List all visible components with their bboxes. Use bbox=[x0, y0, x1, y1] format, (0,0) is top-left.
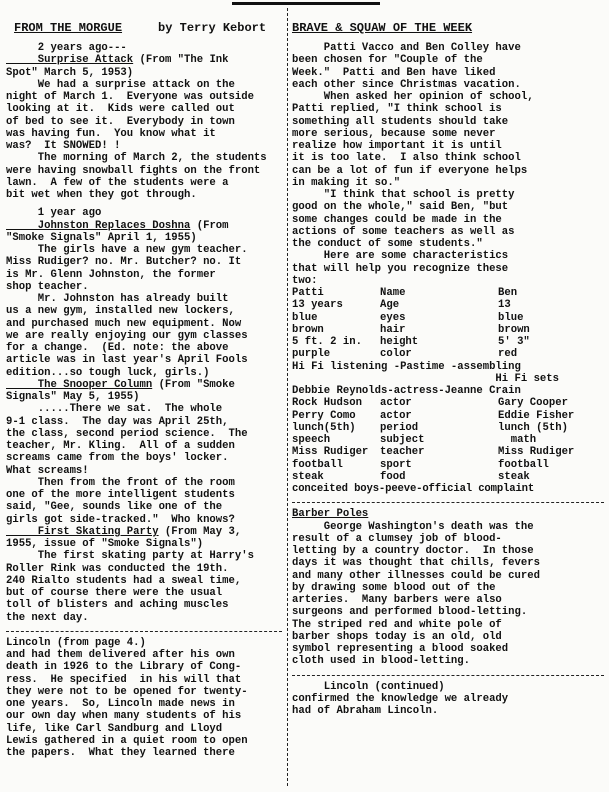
line-text: was having fun. You know what it bbox=[6, 127, 216, 140]
trait-cell: steak bbox=[498, 470, 530, 483]
traits-table bbox=[292, 287, 604, 361]
trait-cell: 5 ft. 2 in. bbox=[292, 336, 362, 348]
text-line bbox=[6, 391, 282, 403]
text-line bbox=[6, 550, 282, 562]
text-line bbox=[6, 477, 282, 489]
line-text: (From bbox=[190, 219, 229, 232]
byline: by Terry Kebort bbox=[158, 21, 267, 35]
text-line bbox=[6, 140, 282, 152]
line-text: 2 years ago--- bbox=[6, 42, 127, 54]
trait-cell: lunch (5th) bbox=[498, 421, 568, 434]
text-line bbox=[6, 489, 282, 501]
text-line bbox=[6, 501, 282, 513]
morgue-article bbox=[6, 42, 282, 624]
trait-cell: height bbox=[380, 336, 419, 348]
line-text: the next day. bbox=[6, 611, 89, 624]
brave-squaw-title: BRAVE & SQUAW OF THE WEEK bbox=[292, 21, 473, 35]
text-line: Lincoln (from page 4.) bbox=[6, 636, 146, 649]
text-line: death in 1926 to the Library of Cong- bbox=[6, 661, 242, 674]
line-text: said, "Gee, sounds like one of the bbox=[6, 501, 223, 514]
trait-cell: math bbox=[498, 434, 537, 446]
text-line: Lewis gathered in a quiet room to open bbox=[6, 734, 248, 747]
trait-cell: red bbox=[498, 348, 518, 361]
brave-squaw-header bbox=[292, 21, 472, 35]
trait-cell: brown bbox=[498, 323, 530, 336]
text-line bbox=[6, 318, 282, 330]
trait-cell: 13 bbox=[498, 299, 511, 312]
line-text: Miss Rudiger? no. Mr. Butcher? no. It bbox=[6, 256, 242, 269]
line-text: we are really enjoying our gym classes bbox=[6, 329, 248, 342]
text-line: "I think that school is pretty bbox=[292, 189, 515, 201]
line-text: Roller Rink was conducted the 19th. bbox=[6, 562, 229, 575]
text-line: the papers. What they learned there bbox=[6, 747, 235, 759]
lincoln-article bbox=[6, 637, 282, 760]
text-line: some changes could be made in the bbox=[292, 213, 502, 226]
text-line bbox=[6, 79, 282, 91]
text-line bbox=[6, 128, 282, 140]
trait-cell: Ben bbox=[498, 287, 518, 299]
text-line: realize how important it is until bbox=[292, 140, 502, 152]
trait-cell: actor bbox=[380, 409, 412, 422]
trait-cell: Name bbox=[380, 287, 406, 299]
trait-cell: 13 years bbox=[292, 299, 343, 312]
line-text: lawn. A few of the students were a bbox=[6, 176, 229, 189]
line-text: (From "The Ink bbox=[133, 54, 229, 67]
line-text: and purchased much new equipment. Now bbox=[6, 317, 242, 330]
line-text: The morning of March 2, the students bbox=[6, 152, 267, 165]
line-text: "Smoke Signals" April 1, 1955) bbox=[6, 231, 197, 244]
line-text: were having snowball fights on the front bbox=[6, 164, 261, 177]
trait-cell: Rock Hudson bbox=[292, 397, 362, 410]
text-line: our own day when many students of his bbox=[6, 710, 242, 723]
text-line: good on the whole," said Ben, "but bbox=[292, 201, 509, 214]
text-line bbox=[6, 403, 282, 415]
text-line: something all students should take bbox=[292, 115, 509, 128]
text-line: cloth used in blood-letting. bbox=[292, 655, 471, 668]
text-line: by drawing some blood out of the bbox=[292, 581, 496, 594]
trait-cell: teacher bbox=[380, 446, 425, 459]
traits-table-2 bbox=[292, 397, 604, 483]
trait-cell: sport bbox=[380, 458, 412, 471]
text-line: arteries. Many barbers were also bbox=[292, 594, 502, 606]
text-line: in making it so." bbox=[292, 176, 401, 189]
trait-cell: subject bbox=[380, 434, 425, 446]
trait-cell: football bbox=[292, 458, 343, 471]
text-line: surgeons and performed blood-letting. bbox=[292, 606, 528, 619]
trait-cell: food bbox=[380, 470, 406, 483]
trait-cell: color bbox=[380, 348, 412, 361]
text-line: the conduct of some students." bbox=[292, 238, 483, 250]
line-text: What screams! bbox=[6, 464, 89, 477]
text-line: been chosen for "Couple of the bbox=[292, 54, 483, 67]
text-line: life, like Carl Sandburg and Lloyd bbox=[6, 722, 223, 735]
text-line bbox=[6, 269, 282, 281]
text-line bbox=[6, 116, 282, 128]
text-line bbox=[6, 189, 282, 201]
text-line: George Washington's death was the bbox=[292, 520, 534, 533]
text-line bbox=[6, 379, 282, 391]
line-text: toll of blisters and aching muscles bbox=[6, 599, 229, 612]
line-text: one of the more intelligent students bbox=[6, 489, 235, 501]
text-line bbox=[6, 465, 282, 477]
text-line bbox=[6, 575, 282, 587]
text-line bbox=[6, 330, 282, 342]
trait-cell: purple bbox=[292, 348, 331, 361]
trait-cell: blue bbox=[292, 311, 318, 324]
peeve-line: conceited boys-peeve-official complaint bbox=[292, 483, 535, 495]
couple-article bbox=[292, 42, 604, 287]
text-line: Week." Patti and Ben have liked bbox=[292, 66, 496, 79]
text-line: that will help you recognize these bbox=[292, 262, 509, 275]
line-text: We had a surprise attack on the bbox=[6, 78, 235, 91]
trait-cell: blue bbox=[498, 311, 524, 324]
text-line bbox=[6, 165, 282, 177]
text-line: actions of some teachers as well as bbox=[292, 225, 515, 238]
right-column bbox=[292, 42, 604, 717]
line-text: 240 Rialto students had a sweal time, bbox=[6, 574, 242, 587]
barber-title: Barber Poles bbox=[292, 508, 369, 521]
line-text: Spot" March 5, 1953) bbox=[6, 66, 134, 79]
line-text: us a new gym, installed new lockers, bbox=[6, 305, 235, 318]
text-line: and many other illnesses could be cured bbox=[292, 569, 540, 582]
line-text: of bed to see it. Everybody in town bbox=[6, 115, 235, 128]
text-line: ress. He specified in his will that bbox=[6, 673, 242, 686]
text-line: Patti Vacco and Ben Colley have bbox=[292, 42, 521, 54]
text-line bbox=[6, 514, 282, 526]
lincoln-cont-article bbox=[292, 693, 604, 718]
line-text: was? It SNOWED! ! bbox=[6, 140, 121, 152]
subheading: Johnston Replaces Doshna bbox=[6, 219, 191, 232]
text-line bbox=[6, 452, 282, 464]
text-line bbox=[6, 244, 282, 256]
morgue-title: FROM THE MORGUE bbox=[14, 21, 123, 35]
text-line bbox=[6, 563, 282, 575]
text-line: each other since Christmas vacation. bbox=[292, 78, 521, 91]
trait-cell: Perry Como bbox=[292, 409, 356, 422]
text-line bbox=[6, 256, 282, 268]
trait-cell: 5' 3" bbox=[498, 336, 530, 348]
text-line: they were not to be opened for twenty- bbox=[6, 685, 248, 698]
text-line bbox=[6, 207, 282, 219]
line-text: The girls have a new gym teacher. bbox=[6, 244, 248, 256]
line-text: Signals" May 5, 1955) bbox=[6, 391, 140, 403]
line-text: is Mr. Glenn Johnston, the former bbox=[6, 268, 216, 281]
text-line bbox=[6, 91, 282, 103]
text-line bbox=[6, 232, 282, 244]
text-line bbox=[6, 152, 282, 164]
line-text: bit wet when they got through. bbox=[6, 189, 197, 201]
trait-cell: lunch(5th) bbox=[292, 421, 356, 434]
section-divider bbox=[292, 502, 604, 503]
text-line bbox=[6, 416, 282, 428]
line-text: Then from the front of the room bbox=[6, 476, 235, 489]
text-line bbox=[6, 305, 282, 317]
line-text: but of course there were the usual bbox=[6, 587, 223, 599]
line-text: The first skating party at Harry's bbox=[6, 550, 254, 563]
text-line bbox=[6, 354, 282, 366]
hobby-line: Hi Fi listening -Pastime -assembling bbox=[292, 360, 521, 373]
line-text: for a change. (Ed. note: the above bbox=[6, 342, 229, 354]
subheading: First Skating Party bbox=[6, 525, 159, 538]
text-line bbox=[6, 67, 282, 79]
morgue-header bbox=[14, 21, 266, 35]
text-line bbox=[6, 599, 282, 611]
left-column bbox=[6, 42, 282, 759]
text-line bbox=[6, 612, 282, 624]
line-text: (From "Smoke bbox=[152, 378, 235, 391]
line-text: Mr. Johnston has already built bbox=[6, 293, 229, 305]
trait-cell: Eddie Fisher bbox=[498, 409, 575, 422]
line-text: 9-1 class. The day was April 25th, bbox=[6, 415, 229, 428]
text-line: letting by a country doctor. In those bbox=[292, 545, 534, 557]
text-line bbox=[6, 342, 282, 354]
text-line: one years. So, Lincoln made news in bbox=[6, 698, 235, 710]
text-line bbox=[6, 177, 282, 189]
line-text: girls got side-tracked." Who knows? bbox=[6, 513, 235, 526]
lincoln-cont-title: Lincoln (continued) bbox=[292, 680, 445, 693]
trait-cell: football bbox=[498, 458, 549, 471]
trait-cell: Miss Rudiger bbox=[292, 446, 369, 459]
top-rule bbox=[232, 2, 380, 5]
text-line bbox=[6, 587, 282, 599]
text-line bbox=[6, 220, 282, 232]
line-text: 1 year ago bbox=[6, 207, 102, 220]
text-line bbox=[6, 526, 282, 538]
line-text: teacher, Mr. Kling. All of a sudden bbox=[6, 440, 235, 452]
text-line bbox=[6, 293, 282, 305]
trait-cell: period bbox=[380, 421, 419, 434]
text-line: more serious, because some never bbox=[292, 127, 496, 140]
text-line: Here are some characteristics bbox=[292, 250, 509, 263]
text-line bbox=[6, 103, 282, 115]
line-text: night of March 1. Everyone was outside bbox=[6, 91, 254, 103]
barber-article bbox=[292, 521, 604, 668]
text-line bbox=[6, 440, 282, 452]
text-line: symbol representing a blood soaked bbox=[292, 643, 509, 655]
text-line: and had them delivered after his own bbox=[6, 649, 235, 661]
actress-line: Debbie Reynolds-actress-Jeanne Crain bbox=[292, 385, 521, 397]
line-text: edition...so tough luck, girls.) bbox=[6, 366, 210, 379]
line-text: (From May 3, bbox=[158, 525, 242, 538]
text-line: Patti replied, "I think school is bbox=[292, 103, 502, 116]
text-line: can be a lot of fun if everyone helps bbox=[292, 164, 528, 177]
section-divider bbox=[292, 675, 604, 676]
text-line bbox=[6, 281, 282, 293]
hobby-line-cont: Hi Fi sets bbox=[292, 372, 560, 385]
trait-cell: actor bbox=[380, 397, 412, 410]
line-text: the class, second period science. The bbox=[6, 427, 248, 440]
text-line: had of Abraham Lincoln. bbox=[292, 705, 439, 717]
text-line: result of a clumsey job of blood- bbox=[292, 532, 502, 545]
subheading: Surprise Attack bbox=[6, 54, 134, 67]
text-line bbox=[6, 42, 282, 54]
line-text: article was in last year's April Fools bbox=[6, 354, 248, 367]
trait-cell: Patti bbox=[292, 287, 324, 299]
trait-cell: hair bbox=[380, 323, 406, 336]
trait-cell: brown bbox=[292, 323, 324, 336]
trait-cell: speech bbox=[292, 434, 331, 446]
trait-cell: Age bbox=[380, 299, 400, 312]
line-text: .....There we sat. The whole bbox=[6, 403, 223, 416]
text-line: When asked her opinion of school, bbox=[292, 91, 534, 103]
text-line bbox=[6, 367, 282, 379]
line-text: screams came from the boys' locker. bbox=[6, 452, 229, 465]
trait-cell: eyes bbox=[380, 311, 406, 324]
text-line: barber shops today is an old, old bbox=[292, 630, 502, 643]
line-text: looking at it. Kids were called out bbox=[6, 103, 235, 116]
line-text: shop teacher. bbox=[6, 280, 89, 293]
line-text: 1955, issue of "Smoke Signals") bbox=[6, 538, 204, 550]
text-line: The striped red and white pole of bbox=[292, 618, 502, 631]
trait-cell: Gary Cooper bbox=[498, 397, 568, 410]
text-line: days it was thought that chills, fevers bbox=[292, 557, 540, 570]
subheading: The Snooper Column bbox=[6, 378, 153, 391]
text-line bbox=[6, 538, 282, 550]
text-line: confirmed the knowledge we already bbox=[292, 692, 509, 705]
column-divider bbox=[287, 8, 288, 786]
text-line bbox=[6, 54, 282, 66]
text-line: two: bbox=[292, 274, 318, 287]
trait-cell: steak bbox=[292, 470, 324, 483]
text-line bbox=[6, 428, 282, 440]
section-divider bbox=[6, 631, 282, 632]
trait-cell: Miss Rudiger bbox=[498, 446, 575, 459]
text-line: it is too late. I also think school bbox=[292, 152, 521, 165]
